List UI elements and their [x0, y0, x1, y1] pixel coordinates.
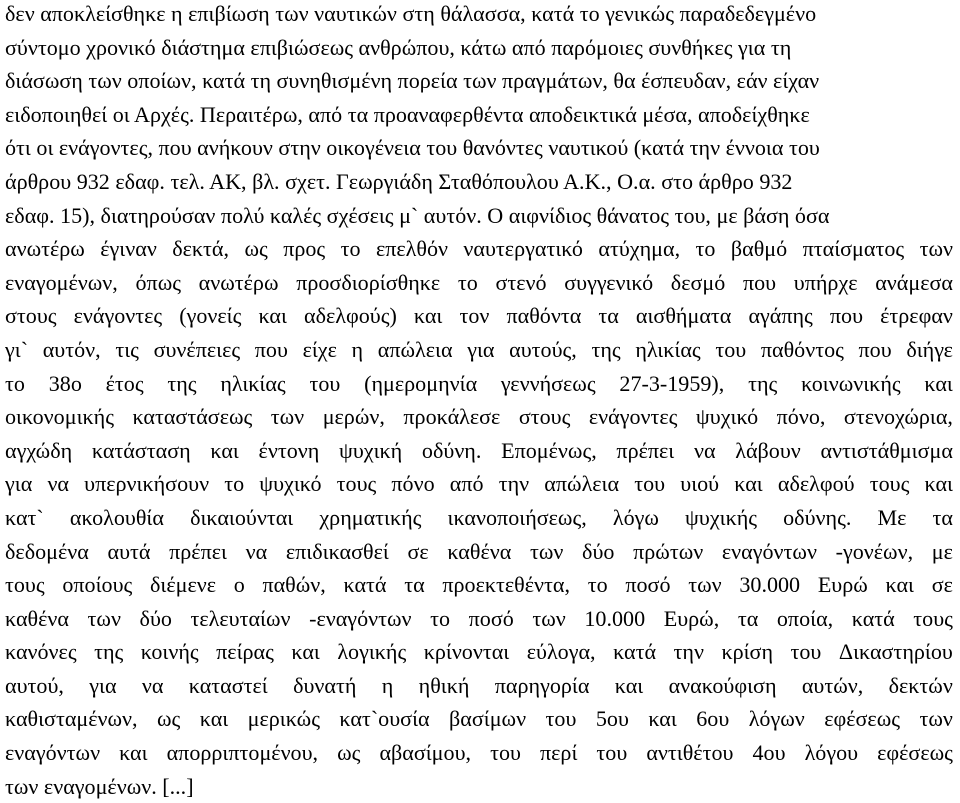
word: το [695, 236, 716, 262]
word: ψυχική [339, 437, 403, 463]
word: (ημερομηνία [364, 370, 478, 396]
word: αυτών, [801, 672, 864, 698]
word: την [673, 639, 704, 665]
word: κατά [343, 572, 387, 598]
word: και [119, 740, 148, 766]
document-line-justified [5, 501, 953, 535]
word: τελευταίων [190, 605, 291, 631]
word: δεσμό [670, 269, 726, 295]
document-line: διάσωση των οποίων, κατά τη συνηθισμένη πορεία των πραγμάτων, θα έσπευδαν, εάν είχαν [5, 68, 820, 94]
word: ανάμεσα [875, 269, 953, 295]
word: της [94, 639, 124, 665]
word: οικονομικής [5, 404, 114, 430]
word: δικαιούνται [190, 504, 294, 530]
document-line-justified [5, 400, 953, 434]
word: λόγω [612, 504, 659, 530]
word: πταίσματος [802, 236, 905, 262]
word: πρώτων [633, 538, 704, 564]
word: 30.000 [739, 572, 801, 598]
word: ακολουθία [69, 504, 164, 530]
word: που [858, 336, 892, 362]
document-line-justified [5, 434, 953, 468]
word: λόγων [748, 706, 805, 732]
word: πόνο, [776, 404, 826, 430]
word: ικανοποιήσεως, [447, 504, 587, 530]
document-line-justified [5, 232, 953, 266]
word: ως [157, 706, 181, 732]
word: κοινωνικής [801, 370, 901, 396]
word: 38ο [48, 370, 82, 396]
word: κρίνονται [423, 639, 510, 665]
word: πόνο [391, 471, 435, 497]
word: αυτά [107, 538, 151, 564]
word: που [254, 336, 288, 362]
word: λάβουν [735, 437, 801, 463]
word: ποσό [625, 572, 671, 598]
word: για [5, 471, 33, 497]
word: τις [115, 336, 139, 362]
word: (γονείς [179, 303, 242, 329]
word: Ευρώ, [663, 605, 720, 631]
word: προς [283, 236, 326, 262]
document-line-justified [5, 535, 953, 569]
word: στενό [495, 269, 547, 295]
document-line: σύντομο χρονικό διάστημα επιβιώσεως ανθρώπου, κάτω από παρόμοιες συνθήκες για τη [5, 34, 792, 60]
word: ανακούφιση [668, 672, 777, 698]
word: η [351, 336, 364, 362]
word: του [715, 336, 747, 362]
word: ανωτέρω [5, 236, 85, 262]
word: ως [244, 236, 268, 262]
word: με [931, 538, 953, 564]
word: και [199, 706, 229, 732]
word: λόγου [804, 740, 859, 766]
word: απορριπτομένου, [166, 740, 319, 766]
word: αισθήματα [635, 303, 732, 329]
word: επιδικασθεί [285, 538, 389, 564]
word: μερικώς [247, 706, 320, 732]
word: και [614, 672, 644, 698]
word: κατ` [5, 504, 44, 530]
word: προεκτεθέντα, [442, 572, 570, 598]
word: οποία, [776, 605, 834, 631]
word: αδελφού [777, 471, 855, 497]
word: κατ`ουσία [339, 706, 430, 732]
word: της [748, 370, 778, 396]
word: να [245, 538, 268, 564]
word: κοινής [140, 639, 199, 665]
word: των [532, 605, 566, 631]
word: τους [869, 471, 910, 497]
word: στους [518, 404, 571, 430]
word: -γονέων, [835, 538, 914, 564]
word: προσδιορίσθηκε [296, 269, 441, 295]
word: λογικής [337, 639, 407, 665]
word: των [529, 538, 564, 564]
word: εναγόντων [5, 740, 101, 766]
word: αδελφούς) [304, 303, 397, 329]
word: για [89, 672, 117, 698]
word: δεδομένα [5, 538, 89, 564]
word: και [648, 706, 677, 732]
document-line: εδαφ. 15), διατηρούσαν πολύ καλές σχέσεις μ` αυτόν. Ο αιφνίδιος θάνατος του, με βάση όσα [5, 202, 830, 228]
word: το [224, 471, 245, 497]
word: και [885, 572, 914, 598]
document-line-justified [5, 736, 953, 770]
word: του [309, 370, 341, 396]
word: δύο [582, 538, 615, 564]
word: κατάσταση [91, 437, 191, 463]
word: κατά [613, 639, 657, 665]
word: βαθμό [730, 236, 788, 262]
word: στους [5, 303, 57, 329]
word: τους [913, 605, 953, 631]
word: υιού [680, 471, 720, 497]
document-line: ειδοποιηθεί οι Αρχές. Περαιτέρω, από τα προαναφερθέντα αποδεικτικά μέσα, αποδείχθηκε [5, 101, 810, 127]
word: ψυχικό [259, 471, 322, 497]
word: απώλεια [377, 336, 453, 362]
word: -εναγόντων [309, 605, 412, 631]
document-line: άρθρου 932 εδαφ. τελ. ΑΚ, βλ. σχετ. Γεωργιάδη Σταθόπουλου Α.Κ., Ο.α. στο άρθρο 932 [5, 168, 793, 194]
word: εύλογα, [526, 639, 596, 665]
word: αντιστάθμισμα [820, 437, 953, 463]
word: αυτού, [5, 672, 64, 698]
word: των [919, 236, 953, 262]
word: και [924, 471, 953, 497]
word: τα [598, 303, 619, 329]
word: 4ου [752, 740, 786, 766]
word: παθόντος [760, 336, 844, 362]
word: παρηγορία [494, 672, 590, 698]
word: ως [337, 740, 361, 766]
word: γι` [5, 336, 29, 362]
word: ανωτέρω [198, 269, 279, 295]
word: σε [931, 572, 953, 598]
word: τα [932, 504, 953, 530]
word: καθένα [447, 538, 512, 564]
word: δεκτά, [172, 236, 230, 262]
word: υπήρχε [793, 269, 858, 295]
word: πρέπει [616, 437, 675, 463]
word: τους [336, 471, 377, 497]
word: εφέσεως [877, 740, 953, 766]
word: 27-3-1959), [619, 370, 725, 396]
document-line: των εναγομένων. [...] [5, 773, 194, 799]
word: ναυτεργατικό [463, 236, 583, 262]
word: Δικαστηρίου [838, 639, 953, 665]
word: Ευρώ [817, 572, 868, 598]
document-line: ότι οι ενάγοντες, που ανήκουν στην οικογένεια του θανόντες ναυτικού (κατά την έννοια του [5, 135, 820, 161]
word: εφέσεως [824, 706, 901, 732]
document-line-justified [5, 669, 953, 703]
word: το [587, 572, 608, 598]
word: κατά [851, 605, 895, 631]
word: έτος [105, 370, 144, 396]
document-line-justified [5, 467, 953, 501]
document-line-justified [5, 568, 953, 602]
word: Επομένως, [501, 437, 597, 463]
document-line-justified [5, 367, 953, 401]
word: 5ου [595, 706, 629, 732]
word: ηλικίας [635, 336, 701, 362]
word: έγιναν [100, 236, 157, 262]
word: αβασίμου, [379, 740, 472, 766]
word: ψυχικής [685, 504, 758, 530]
word: το [457, 269, 478, 295]
word: το [340, 236, 361, 262]
word: ψυχικό [695, 404, 759, 430]
word: να [141, 672, 164, 698]
word: διέμενε [149, 572, 216, 598]
word: το [430, 605, 451, 631]
word: του [596, 740, 628, 766]
word: αυτόν, [42, 336, 101, 362]
word: και [413, 303, 443, 329]
word: όπως [135, 269, 181, 295]
word: χρηματικής [319, 504, 422, 530]
word: Με [877, 504, 907, 530]
word: 6ου [696, 706, 730, 732]
word: και [924, 370, 953, 396]
word: δυνατή [293, 672, 357, 698]
word: συγγενικό [564, 269, 654, 295]
word: αντιθέτου [646, 740, 734, 766]
word: επελθόν [375, 236, 448, 262]
word: ατύχημα, [598, 236, 681, 262]
word: εναγόντων [721, 538, 817, 564]
word: σε [407, 538, 429, 564]
word: καταστεί [188, 672, 268, 698]
word: και [210, 437, 239, 463]
word: ενάγοντες [73, 303, 163, 329]
word: και [258, 303, 287, 329]
document-line-justified [5, 602, 953, 636]
word: η [381, 672, 394, 698]
word: απώλεια [544, 471, 620, 497]
document-line-justified [5, 702, 953, 736]
word: ενάγοντες [588, 404, 678, 430]
word: του [545, 706, 577, 732]
word: αυτούς, [509, 336, 577, 362]
word: την [498, 471, 530, 497]
word: τα [404, 572, 425, 598]
word: της [167, 370, 197, 396]
word: καθισταμένων, [5, 706, 138, 732]
word: των [688, 572, 722, 598]
word: διήγε [906, 336, 953, 362]
word: είχε [302, 336, 337, 362]
word: υπερνικήσουν [84, 471, 210, 497]
word: και [291, 639, 320, 665]
word: ηθική [418, 672, 470, 698]
word: εναγομένων, [5, 269, 118, 295]
word: του [634, 471, 666, 497]
word: οδύνης. [783, 504, 852, 530]
word: και [734, 471, 763, 497]
word: βασίμων [449, 706, 527, 732]
word: πρέπει [169, 538, 227, 564]
document-line: δεν αποκλείσθηκε η επιβίωση των ναυτικών στη θάλασσα, κατά το γενικώς παραδεδεγμένο [5, 1, 817, 26]
word: για [467, 336, 495, 362]
word: του [790, 639, 822, 665]
word: κανόνες [5, 639, 77, 665]
word: 10.000 [584, 605, 646, 631]
word: των [87, 605, 121, 631]
word: τον [459, 303, 490, 329]
word: οποίους [62, 572, 133, 598]
document-line-justified [5, 635, 953, 669]
word: κρίση [721, 639, 774, 665]
word: των [919, 706, 953, 732]
word: αγχώδη [5, 437, 73, 463]
word: της [591, 336, 621, 362]
word: συνέπειες [153, 336, 241, 362]
document-line-justified [5, 299, 953, 333]
document-line-justified [5, 266, 953, 300]
word: που [829, 303, 864, 329]
word: ηλικίας [220, 370, 286, 396]
word: των [270, 404, 305, 430]
word: που [742, 269, 777, 295]
word: καταστάσεως [132, 404, 253, 430]
word: οδύνη. [421, 437, 482, 463]
word: αγάπης [748, 303, 813, 329]
word: τους [5, 572, 45, 598]
word: από [449, 471, 484, 497]
word: ποσό [468, 605, 514, 631]
word: δεκτών [888, 672, 953, 698]
document-line-justified [5, 333, 953, 367]
word: να [47, 471, 70, 497]
word: περί [539, 740, 578, 766]
word: τα [737, 605, 759, 631]
word: του [490, 740, 521, 766]
word: έτρεφαν [880, 303, 953, 329]
word: καθένα [5, 605, 69, 631]
word: γεννήσεως [500, 370, 596, 396]
word: πείρας [216, 639, 274, 665]
word: να [693, 437, 716, 463]
word: προκάλεσε [403, 404, 501, 430]
word: ο [233, 572, 245, 598]
word: δύο [139, 605, 172, 631]
word: μερών, [322, 404, 385, 430]
word: παθών, [262, 572, 326, 598]
word: παθόντα [506, 303, 582, 329]
word: το [5, 370, 25, 396]
word: στενοχώρια, [843, 404, 953, 430]
word: έντονη [258, 437, 320, 463]
